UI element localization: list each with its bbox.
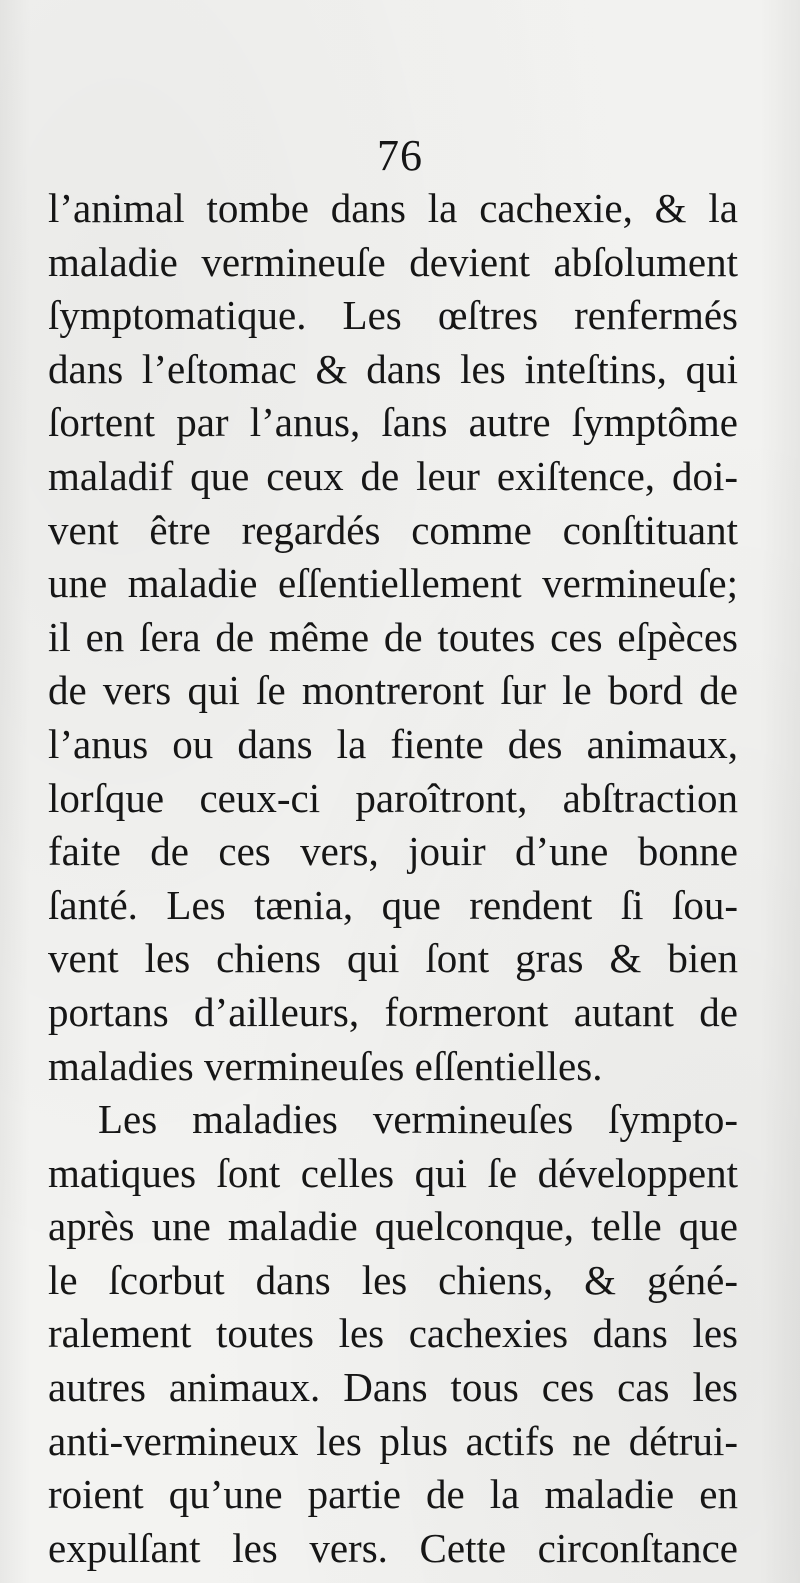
text-line-paragraph-end: maladies vermineuſes eſſentielles. — [48, 1042, 603, 1089]
text-line: de vers qui ſe montreront ſur le bord de — [48, 667, 738, 714]
text-line: vent les chiens qui ſont gras & bien — [48, 935, 738, 982]
text-line: roient qu’une partie de la maladie en — [48, 1471, 738, 1518]
text-line: expulſant les vers. Cette circonſtance — [48, 1524, 738, 1571]
text-line: portans d’ailleurs, formeront autant de — [48, 988, 738, 1035]
text-line: anti-vermineux les plus actifs ne détrui- — [48, 1417, 738, 1464]
text-line: ſymptomatique. Les œſtres renfermés — [48, 292, 738, 339]
text-line: lorſque ceux-ci paroîtront, abſtraction — [48, 774, 738, 821]
text-line: maladie vermineuſe devient abſolument — [48, 238, 738, 285]
text-line: ſortent par l’anus, ſans autre ſymptôme — [48, 399, 738, 446]
text-line: vent être regardés comme conſtituant — [48, 506, 738, 553]
page-number: 76 — [377, 131, 423, 180]
text-line: faite de ces vers, jouir d’une bonne — [48, 828, 738, 875]
text-line: le ſcorbut dans les chiens, & géné- — [48, 1256, 738, 1303]
body-text — [48, 182, 738, 1575]
text-line: l’anus ou dans la fiente des animaux, — [48, 720, 738, 767]
text-line: il en ſera de même de toutes ces eſpèces — [48, 613, 738, 660]
text-line: matiques ſont celles qui ſe développent — [48, 1149, 738, 1196]
text-line: une maladie eſſentiellement vermineuſe; — [48, 560, 738, 607]
text-line: dans l’eſtomac & dans les inteſtins, qui — [48, 345, 738, 392]
text-line: autres animaux. Dans tous ces cas les — [48, 1364, 738, 1411]
text-line: maladif que ceux de leur exiſtence, doi- — [48, 452, 738, 499]
text-line: après une maladie quelconque, telle que — [48, 1203, 738, 1250]
text-line: ralement toutes les cachexies dans les — [48, 1310, 738, 1357]
text-line: l’animal tombe dans la cachexie, & la — [48, 185, 738, 231]
text-line-paragraph-start: Les maladies vermineuſes ſympto- — [98, 1096, 738, 1143]
text-line: ſanté. Les tænia, que rendent ſi ſou- — [48, 881, 738, 928]
